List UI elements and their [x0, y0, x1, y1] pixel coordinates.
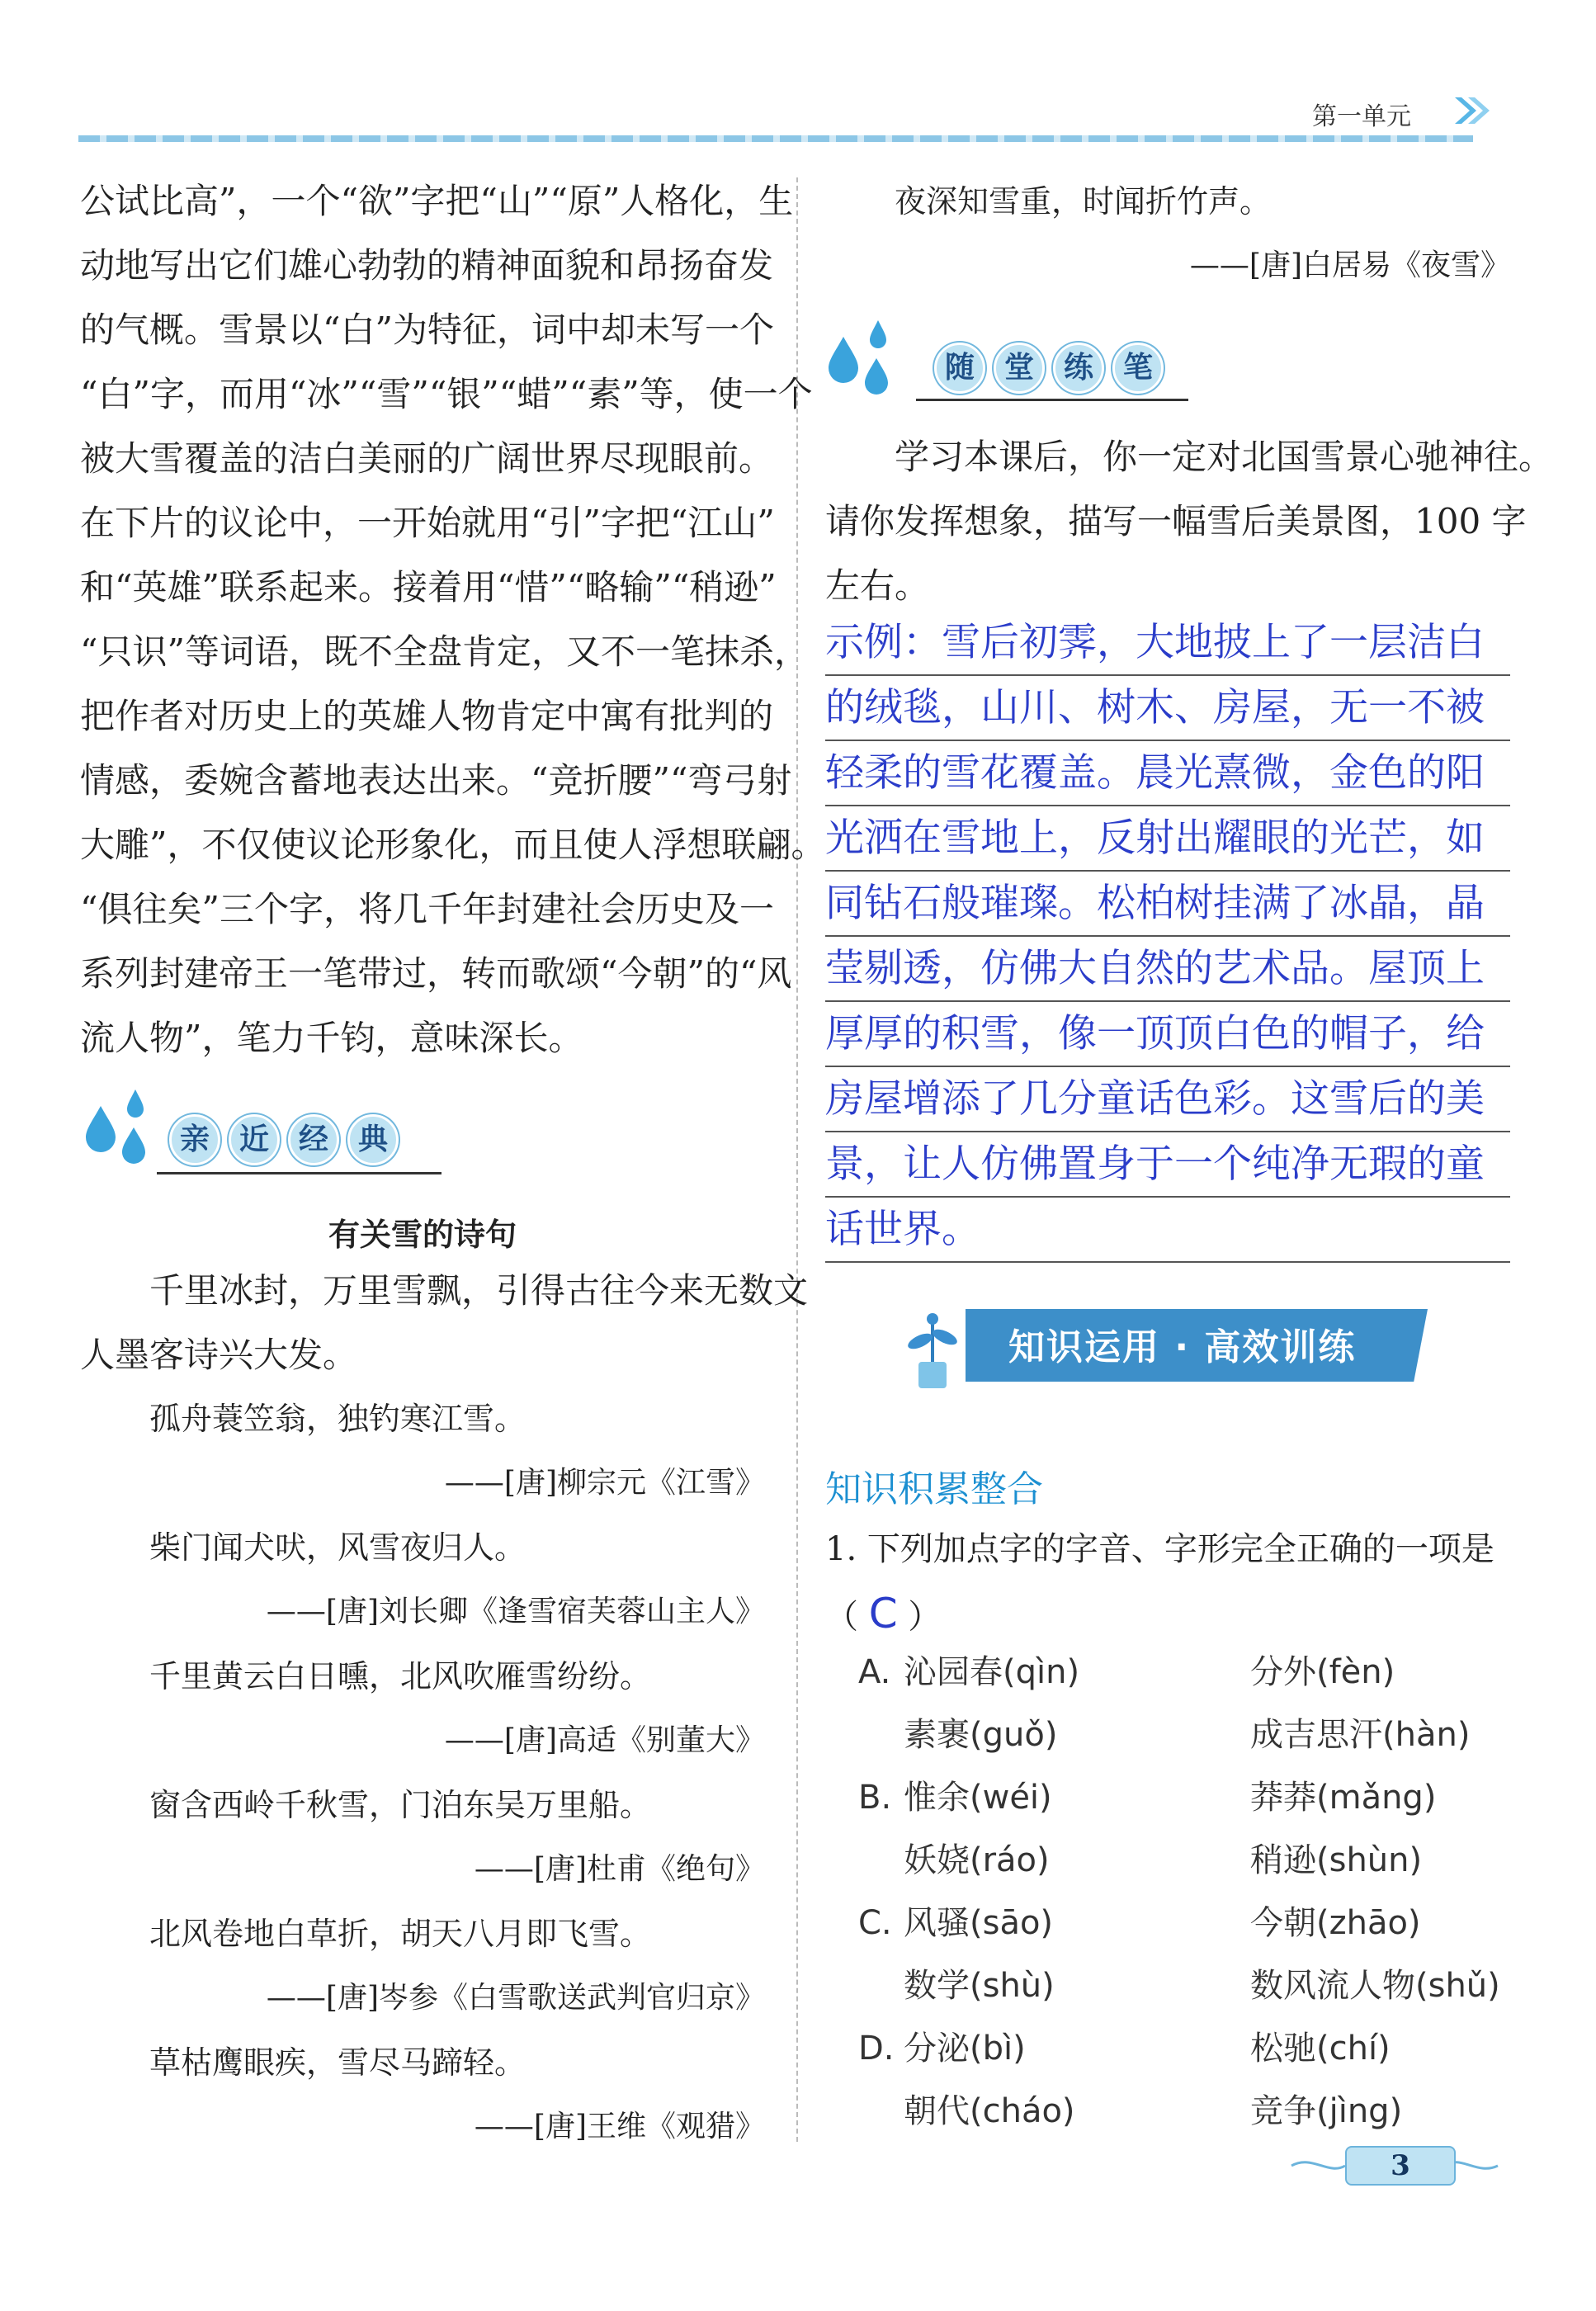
option-item: 竞争(jìng): [1250, 2092, 1403, 2130]
poem-line: 柴门闻犬吠，风雪夜归人。: [149, 1529, 526, 1566]
section-tag-char: 近: [229, 1114, 280, 1165]
answer-line: 光洒在雪地上，反射出耀眼的光芒，如: [825, 806, 1510, 872]
section-tag-char: 笔: [1112, 343, 1164, 394]
option-a: [858, 1641, 1510, 1704]
option-label: C.: [858, 1904, 892, 1942]
answer-line: 景，让人仿佛置身于一个纯净无瑕的童: [825, 1132, 1510, 1198]
option-label: B.: [858, 1779, 892, 1817]
poem-line: 孤舟蓑笠翁，独钓寒江雪。: [149, 1401, 526, 1437]
poem-line: 窗含西岭千秋雪，门泊东吴万里船。: [149, 1787, 652, 1823]
potted-plant-icon: [895, 1304, 970, 1395]
option-a-row2: [858, 1704, 1510, 1766]
paragraph-line: 动地写出它们雄心勃勃的精神面貌和昂扬奋发: [80, 245, 774, 286]
question-stem: 1. 下列加点字的字音、字形完全正确的一项是: [825, 1530, 1494, 1568]
section-tag-char: 典: [347, 1114, 399, 1165]
section-tag-char: 堂: [994, 343, 1045, 394]
classic-intro: [80, 1259, 809, 1387]
night-snow-poem: [825, 169, 1510, 298]
paragraph-line: 情感，委婉含蓄地表达出来。“竞折腰”“弯弓射: [80, 760, 792, 801]
paragraph-line: 的气概。雪景以“白”为特征，词中却未写一个: [80, 310, 774, 350]
option-item: 稍逊(shùn): [1250, 1841, 1423, 1879]
options-list: [858, 1641, 1510, 2143]
page-number: 3: [1345, 2146, 1456, 2186]
paragraph-line: 公试比高”，一个“欲”字把“山”“原”人格化，生: [80, 181, 794, 221]
option-c: [858, 1892, 1510, 1954]
answer-line: 同钻石般璀璨。松柏树挂满了冰晶，晶: [825, 872, 1510, 937]
water-drops-icon: [819, 312, 918, 403]
option-item: 分泌(bì): [904, 2030, 1026, 2068]
poem-source: ——[唐]岑参《白雪歌送武判官归京》: [266, 1981, 765, 2015]
water-drops-icon: [76, 1081, 175, 1172]
practice-answer: [825, 611, 1510, 1263]
section-tag-practice: [934, 343, 1172, 394]
poem-list: [80, 1387, 765, 2159]
option-item: 成吉思汗(hàn): [1250, 1716, 1471, 1754]
option-item: 沁园春(qìn): [904, 1653, 1080, 1691]
section-tag-classic: [169, 1114, 407, 1165]
option-item: 数风流人物(shǔ): [1250, 1967, 1500, 2005]
answer-choice: C: [868, 1590, 898, 1638]
paragraph-line: 系列封建帝王一笔带过，转而歌颂“今朝”的“风: [80, 953, 792, 994]
paragraph-line: 把作者对历史上的英雄人物肯定中寓有批判的: [80, 696, 774, 736]
option-d-row2: [858, 2080, 1510, 2143]
section-tag-char: 随: [934, 343, 985, 394]
banner-underline: [157, 1172, 441, 1174]
option-item: 今朝(zhāo): [1250, 1904, 1421, 1942]
paren-open: （: [825, 1598, 858, 1636]
poem-source: ——[唐]柳宗元《江雪》: [444, 1466, 765, 1500]
poem-collection-title: 有关雪的诗句: [328, 1217, 517, 1253]
paragraph-line: 和“英雄”联系起来。接着用“惜”“略输”“稍逊”: [80, 567, 777, 607]
paragraph-line: 被大雪覆盖的洁白美丽的广阔世界尽现眼前。: [80, 438, 774, 479]
paragraph-line: 大雕”，不仅使议论形象化，而且使人浮想联翩。: [80, 825, 826, 865]
option-item: 风骚(sāo): [904, 1904, 1054, 1942]
option-item: 妖娆(ráo): [904, 1841, 1050, 1879]
question-1: [825, 1517, 1510, 1649]
answer-line: 厚厚的积雪，像一顶顶白色的帽子，给: [825, 1002, 1510, 1067]
paren-close: ）: [908, 1598, 942, 1636]
option-d: [858, 2017, 1510, 2080]
option-item: 惟余(wéi): [904, 1779, 1052, 1817]
poem-source: ——[唐]王维《观猎》: [474, 2110, 765, 2143]
answer-line: 莹剔透，仿佛大自然的艺术品。屋顶上: [825, 937, 1510, 1002]
option-item: 素裹(guǒ): [904, 1716, 1058, 1754]
answer-line: 示例：雪后初霁，大地披上了一层洁白: [825, 611, 1510, 676]
option-item: 分外(fèn): [1250, 1653, 1395, 1691]
prompt-line: 请你发挥想象，描写一幅雪后美景图，100 字: [825, 501, 1527, 541]
option-item: 松驰(chí): [1250, 2030, 1391, 2068]
section-tag-char: 经: [288, 1114, 339, 1165]
knowledge-heading: 知识积累整合: [825, 1468, 1043, 1510]
answer-line: 轻柔的雪花覆盖。晨光熹微，金色的阳: [825, 741, 1510, 806]
option-label: D.: [858, 2030, 895, 2068]
option-c-row2: [858, 1954, 1510, 2017]
training-banner-title: 知识运用 · 高效训练: [1008, 1326, 1357, 1368]
header-rule: [78, 135, 1473, 142]
answer-line: 话世界。: [825, 1198, 1510, 1263]
option-item: 莽莽(mǎng): [1250, 1779, 1437, 1817]
paragraph-line: “俱往矣”三个字，将几千年封建社会历史及一: [80, 889, 774, 929]
answer-blank: [825, 1581, 1510, 1649]
chevron-right-icon: [1448, 92, 1498, 129]
option-item: 朝代(cháo): [904, 2092, 1075, 2130]
analysis-paragraph: [80, 169, 826, 1070]
option-b: [858, 1766, 1510, 1829]
poem-line: 北风卷地白草折，胡天八月即飞雪。: [149, 1916, 652, 1952]
paragraph-line: 在下片的议论中，一开始就用“引”字把“江山”: [80, 503, 775, 543]
paragraph-line: “只识”等词语，既不全盘肯定，又不一笔抹杀，: [80, 631, 809, 672]
poem-line: 夜深知雪重，时闻折竹声。: [895, 183, 1272, 220]
option-label: A.: [858, 1653, 891, 1691]
section-tag-char: 练: [1053, 343, 1104, 394]
poem-source: ——[唐]刘长卿《逢雪宿芙蓉山主人》: [266, 1595, 765, 1628]
paragraph-line: “白”字，而用“冰”“雪”“银”“蜡”“素”等，使一个: [80, 374, 813, 414]
option-item: 数学(shù): [904, 1967, 1055, 2005]
banner-underline: [916, 399, 1188, 401]
option-b-row2: [858, 1829, 1510, 1892]
answer-line: 的绒毯，山川、树木、房屋，无一不被: [825, 676, 1510, 741]
unit-label: 第一单元: [1312, 102, 1411, 131]
poem-source: ——[唐]杜甫《绝句》: [474, 1852, 765, 1886]
poem-source: ——[唐]高适《别董大》: [444, 1723, 765, 1757]
poem-source: ——[唐]白居易《夜雪》: [1189, 248, 1510, 282]
intro-line: 人墨客诗兴大发。: [80, 1335, 358, 1375]
column-divider: [796, 177, 798, 2142]
poem-line: 千里黄云白日曛，北风吹雁雪纷纷。: [149, 1658, 652, 1694]
answer-line: 房屋增添了几分童话色彩。这雪后的美: [825, 1067, 1510, 1132]
intro-line: 千里冰封，万里雪飘，引得古往今来无数文: [149, 1270, 809, 1311]
poem-line: 草枯鹰眼疾，雪尽马蹄轻。: [149, 2044, 526, 2081]
section-tag-char: 亲: [169, 1114, 220, 1165]
prompt-line: 左右。: [825, 565, 930, 606]
paragraph-line: 流人物”，笔力千钧，意味深长。: [80, 1018, 583, 1058]
prompt-line: 学习本课后，你一定对北国雪景心驰神往。: [895, 437, 1554, 477]
practice-prompt: [825, 425, 1554, 618]
